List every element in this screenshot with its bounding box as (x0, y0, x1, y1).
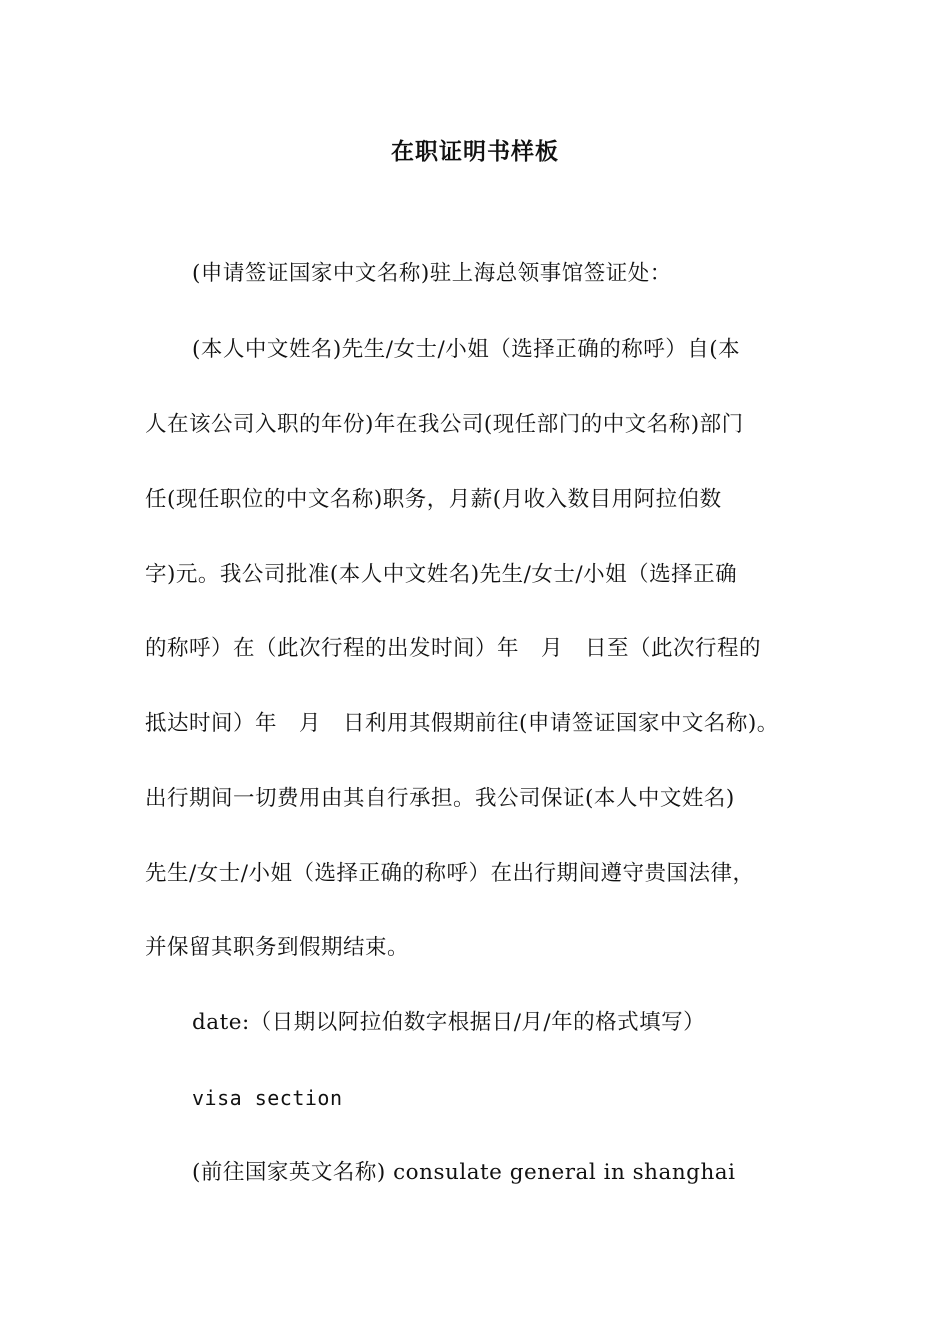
body-line-5: 的称呼）在（此次行程的出发时间）年 月 日至（此次行程的 (145, 636, 762, 661)
visa-section-line: visa section (192, 1086, 343, 1110)
body-line-4: 字)元。我公司批准(本人中文姓名)先生/女士/小姐（选择正确 (145, 562, 738, 587)
body-line-9: 并保留其职务到假期结束。 (145, 935, 410, 960)
body-line-2: 人在该公司入职的年份)年在我公司(现任部门的中文名称)部门 (145, 412, 744, 437)
body-line-1: (本人中文姓名)先生/女士/小姐（选择正确的称呼）自(本 (192, 337, 741, 362)
document-title: 在职证明书样板 (391, 138, 559, 165)
date-line: date:（日期以阿拉伯数字根据日/月/年的格式填写） (192, 1010, 706, 1035)
consulate-line: (前往国家英文名称) consulate general in shanghai (192, 1160, 736, 1185)
salutation: (申请签证国家中文名称)驻上海总领事馆签证处： (192, 261, 672, 286)
body-line-8: 先生/女士/小姐（选择正确的称呼）在出行期间遵守贵国法律， (145, 861, 755, 886)
body-line-6: 抵达时间）年 月 日利用其假期前往(申请签证国家中文名称)。 (145, 711, 779, 736)
body-line-3: 任(现任职位的中文名称)职务，月薪(月收入数目用阿拉伯数 (145, 487, 722, 512)
body-line-7: 出行期间一切费用由其自行承担。我公司保证(本人中文姓名) (145, 786, 735, 811)
